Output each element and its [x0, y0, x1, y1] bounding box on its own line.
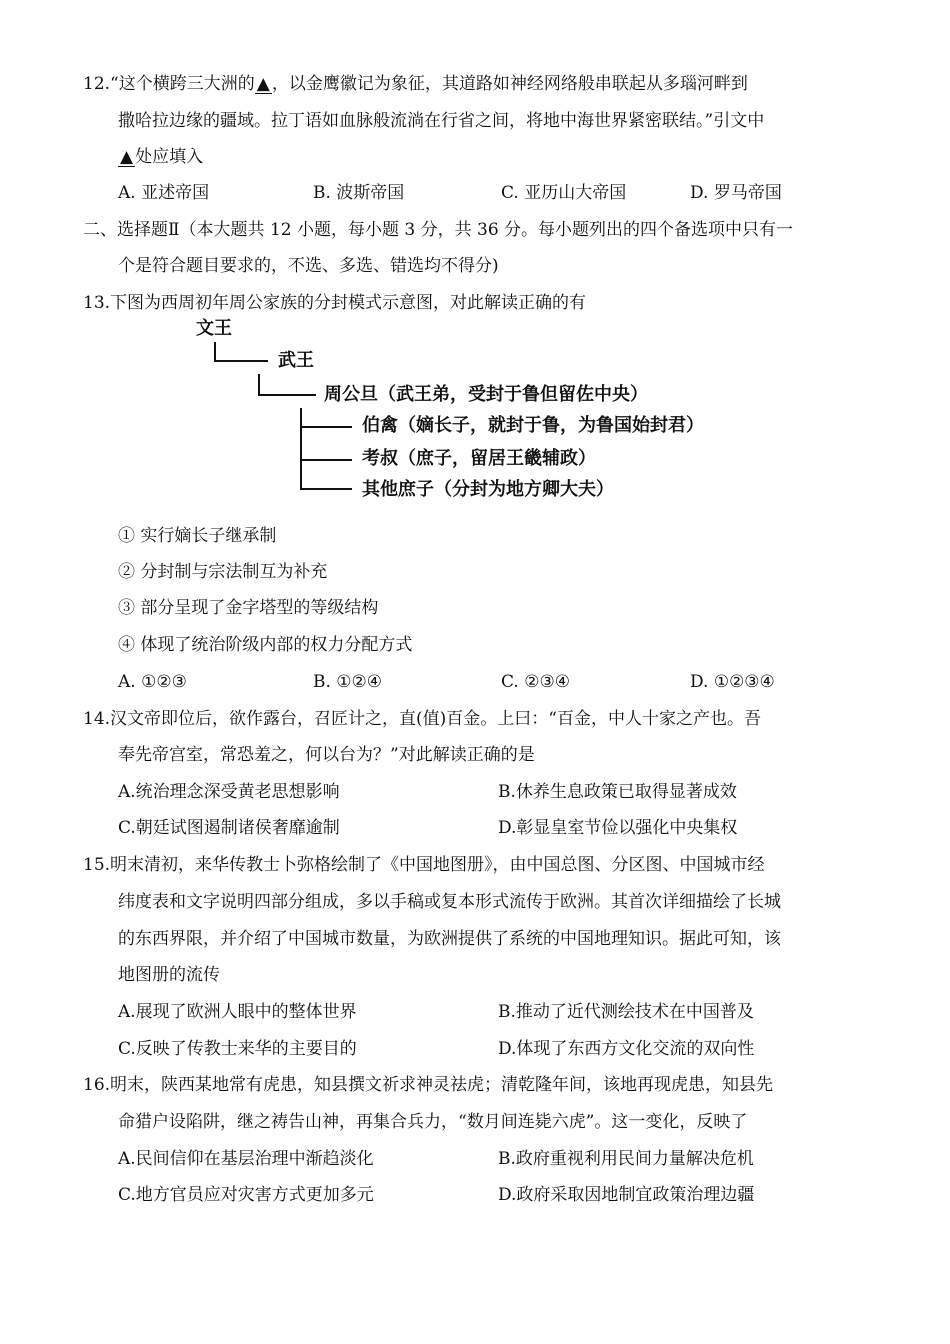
q16-line1: 16.明末，陕西某地常有虎患，知县撰文祈求神灵祛虎；清乾隆年间，该地再现虎患，知县先	[83, 1075, 774, 1095]
q15-line3: 的东西界限，并介绍了中国城市数量，为欧洲提供了系统的中国地理知识。据此可知，该	[118, 929, 781, 949]
q13-option-d: D. ①②③④	[690, 672, 775, 692]
diagram-child-1: 伯禽（嫡长子，就封于鲁，为鲁国始封君）	[362, 415, 704, 436]
q12-line1-pre: “这个横跨三大洲的	[110, 74, 255, 94]
connector-child-2	[300, 459, 352, 461]
q16-option-a: A.民间信仰在基层治理中渐趋淡化	[118, 1149, 374, 1169]
connector-child-3	[300, 488, 352, 490]
section2-heading-line1: 二、选择题Ⅱ（本大题共 12 小题，每小题 3 分，共 36 分。每小题列出的四个备选项中只有一	[83, 220, 794, 240]
q13-stem: 13.下图为西周初年周公家族的分封模式示意图，对此解读正确的有	[83, 293, 587, 313]
q13-option-c: C. ②③④	[501, 672, 570, 692]
connector-root-level1	[214, 342, 268, 362]
section2-heading-line2: 个是符合题目要求的，不选、多选、错选均不得分)	[118, 256, 499, 276]
q12-line2: 撒哈拉边缘的疆域。拉丁语如血脉般流淌在行省之间，将地中海世界紧密联结。”引文中	[118, 111, 765, 131]
q12-blank-ref: ▲	[120, 147, 134, 167]
q14-option-a: A.统治理念深受黄老思想影响	[118, 782, 340, 802]
q13-item-2: ② 分封制与宗法制互为补充	[118, 562, 328, 582]
q14-line1: 14.汉文帝即位后，欲作露台，召匠计之，直(值)百金。上曰：“百金，中人十家之产也。吾	[83, 709, 761, 729]
q12-blank: ▲	[256, 74, 270, 94]
diagram-child-3: 其他庶子（分封为地方卿大夫）	[362, 479, 614, 500]
q15-option-c: C.反映了传教士来华的主要目的	[118, 1039, 357, 1059]
lineage-diagram	[194, 318, 794, 508]
q13-item-3: ③ 部分呈现了金字塔型的等级结构	[118, 598, 379, 618]
q13-option-a: A. ①②③	[118, 672, 187, 692]
q16-option-b: B.政府重视利用民间力量解决危机	[498, 1149, 754, 1169]
q16-line2: 命猎户设陷阱，继之祷告山神，再集合兵力，“数月间连毙六虎”。这一变化，反映了	[118, 1112, 748, 1132]
diagram-level1: 武王	[278, 350, 314, 371]
q14-option-b: B.休养生息政策已取得显著成效	[498, 782, 737, 802]
q14-option-c: C.朝廷试图遏制诸侯奢靡逾制	[118, 818, 340, 838]
q13-item-4: ④ 体现了统治阶级内部的权力分配方式	[118, 635, 413, 655]
q14-line2: 奉先帝宫室，常恐羞之，何以台为？”对此解读正确的是	[118, 745, 535, 765]
q16-option-d: D.政府采取因地制宜政策治理边疆	[498, 1185, 755, 1205]
q12-line3-post: 处应填入	[135, 147, 204, 167]
q14-option-d: D.彰显皇室节俭以强化中央集权	[498, 818, 738, 838]
q12-option-c: C. 亚历山大帝国	[501, 183, 627, 203]
q12-line1	[83, 73, 748, 95]
diagram-level2: 周公旦（武王弟，受封于鲁但留佐中央）	[324, 384, 648, 405]
connector-children-trunk	[300, 408, 302, 488]
q15-option-d: D.体现了东西方文化交流的双向性	[498, 1039, 755, 1059]
diagram-child-2: 考叔（庶子，留居王畿辅政）	[362, 448, 596, 469]
connector-child-1	[300, 426, 352, 428]
q15-option-b: B.推动了近代测绘技术在中国普及	[498, 1002, 754, 1022]
q12-line3	[118, 146, 203, 168]
q15-line1: 15.明末清初，来华传教士卜弥格绘制了《中国地图册》，由中国总图、分区图、中国城市经	[83, 855, 765, 875]
q12-line1-post: ，以金鹰徽记为象征，其道路如神经网络般串联起从多瑙河畔到	[271, 74, 748, 94]
q13-item-1: ① 实行嫡长子继承制	[118, 526, 277, 546]
q12-option-a: A. 亚述帝国	[118, 183, 210, 203]
diagram-root: 文王	[196, 318, 232, 339]
q15-option-a: A.展现了欧洲人眼中的整体世界	[118, 1002, 357, 1022]
q12-option-b: B. 波斯帝国	[313, 183, 405, 203]
q16-option-c: C.地方官员应对灾害方式更加多元	[118, 1185, 374, 1205]
q12-option-d: D. 罗马帝国	[690, 183, 782, 203]
q15-line4: 地图册的流传	[118, 965, 220, 985]
connector-level1-level2	[258, 374, 316, 396]
q15-line2: 纬度表和文字说明四部分组成，多以手稿或复本形式流传于欧洲。其首次详细描绘了长城	[118, 892, 781, 912]
q13-option-b: B. ①②④	[313, 672, 383, 692]
q12-number: 12.	[83, 74, 111, 94]
